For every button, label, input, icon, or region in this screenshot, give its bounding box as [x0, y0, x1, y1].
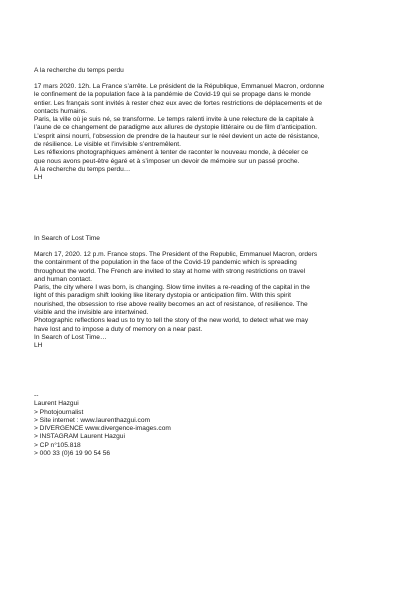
english-initials: LH — [34, 342, 43, 350]
signature-agency: > DIVERGENCE www.divergence-images.com — [34, 425, 171, 433]
signature-block — [34, 392, 171, 458]
signature-separator: -- — [34, 392, 39, 399]
signature-role: > Photojournalist — [34, 408, 84, 416]
french-line: l’aune de ce changement de paradigme aux allures de dystopie littéraire ou de film d’anticipation. — [34, 124, 317, 132]
english-line: March 17, 2020. 12 p.m. France stops. The President of the Republic, Emmanuel Macron, orders — [34, 251, 318, 258]
signature-phone: > 000 33 (0)6 19 90 54 56 — [34, 450, 111, 458]
signature-press-card: > CP n°105.818 — [34, 441, 81, 449]
english-line: and human contact. — [34, 275, 92, 283]
signature-website: > Site internet : www.laurenthazgui.com — [34, 416, 150, 424]
english-line: Photographic reflections lead us to try to tell the story of the new world, to detect what we may — [34, 317, 309, 325]
english-line: nourished, the obsession to rise above reality becomes an act of resistance, of resilience. The — [34, 300, 308, 308]
english-line: the containment of the population in the face of the Covid-19 pandemic which is spreading — [34, 259, 297, 267]
french-line: entier. Les français sont invités à rester chez eux avec de fortes restrictions de déplacements et de — [34, 99, 323, 107]
english-line: visible and the invisible are intertwined. — [34, 309, 149, 317]
french-line: contacts humains. — [34, 107, 88, 115]
english-line: light of this paradigm shift looking like literary dystopia or anticipation film. With this spirit — [34, 292, 291, 300]
french-line: de résilience. Le visible et l’invisible s’entremêlent. — [34, 141, 181, 149]
english-line: have lost and to impose a duty of memory on a near past. — [34, 325, 203, 333]
french-line: que nous avons peut-être égaré et à s’imposer un devoir de mémoire sur un passé proche. — [34, 157, 300, 165]
english-line: throughout the world. The French are invited to stay at home with strong restrictions on travel — [34, 267, 306, 275]
english-title: In Search of Lost Time — [34, 235, 100, 242]
french-title-block — [34, 67, 124, 75]
signature-name: Laurent Hazgui — [34, 400, 79, 408]
english-line: In Search of Lost Time… — [34, 333, 107, 341]
french-line: Les réflexions photographiques amènent à tenter de raconter le nouveau monde, à déceler ce — [34, 149, 309, 157]
english-body — [34, 251, 317, 351]
french-body — [34, 83, 324, 183]
english-title-block — [34, 235, 100, 243]
french-line: le confinement de la population face à la pandémie de Covid-19 qui se propage dans le monde — [34, 91, 311, 99]
french-line: Paris, la ville où je suis né, se transforme. Le temps ralenti invite à une relecture de la capitale à — [34, 116, 314, 124]
french-line: L’esprit ainsi nourri, l’obsession de prendre de la hauteur sur le réel devient un acte de résistance, — [34, 132, 320, 140]
french-initials: LH — [34, 174, 43, 182]
french-title: A la recherche du temps perdu — [34, 67, 124, 74]
french-line: 17 mars 2020. 12h. La France s’arrête. Le président de la République, Emmanuel Macron, ordonne — [34, 83, 325, 90]
french-line: A la recherche du temps perdu… — [34, 165, 131, 173]
signature-instagram: > INSTAGRAM Laurent Hazgui — [34, 433, 125, 441]
english-line: Paris, the city where I was born, is changing. Slow time invites a re-reading of the capital in the — [34, 284, 310, 292]
